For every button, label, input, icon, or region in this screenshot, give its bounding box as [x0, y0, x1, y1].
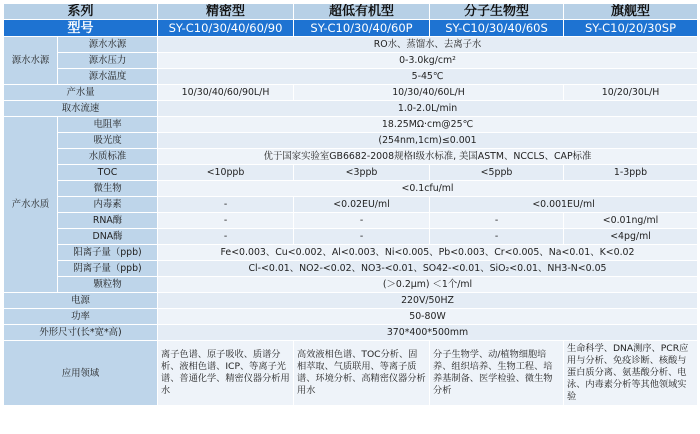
source-pressure-label: 源水压力 — [58, 53, 158, 69]
toc-ultra-low-organic: <3ppb — [294, 165, 430, 181]
microbe-row — [4, 181, 698, 197]
flow-label: 取水流速 — [4, 101, 158, 117]
dnase-flagship: <4pg/ml — [564, 229, 698, 245]
endotoxin-bio-flagship: <0.001EU/ml — [430, 197, 698, 213]
source-water-group-label: 源水水源 — [4, 37, 58, 85]
output-flagship: 10/20/30L/H — [564, 85, 698, 101]
dimensions-label: 外形尺寸(长*宽*高) — [4, 325, 158, 341]
model-precision: SY-C10/30/40/60/90 — [158, 20, 294, 37]
anion-row — [4, 261, 698, 277]
endotoxin-ultra-low-organic: <0.02EU/ml — [294, 197, 430, 213]
dnase-label: DNA酶 — [58, 229, 158, 245]
model-flagship: SY-C10/20/30SP — [564, 20, 698, 37]
output-precision: 10/30/40/60/90L/H — [158, 85, 294, 101]
microbe-value: <0.1cfu/ml — [158, 181, 698, 197]
source-temperature-row — [4, 69, 698, 85]
source-water-source-value: RO水、蒸馏水、去离子水 — [158, 37, 698, 53]
particle-value: (＞0.2μm) ＜1个/ml — [158, 277, 698, 293]
rnase-ultra-low-organic: - — [294, 213, 430, 229]
endotoxin-row — [4, 197, 698, 213]
application-label: 应用领域 — [4, 341, 158, 406]
absorbance-label: 吸光度 — [58, 133, 158, 149]
series-ultra-low-organic: 超低有机型 — [294, 4, 430, 20]
toc-row — [4, 165, 698, 181]
toc-label: TOC — [58, 165, 158, 181]
dnase-precision: - — [158, 229, 294, 245]
power-supply-row — [4, 293, 698, 309]
source-pressure-row — [4, 53, 698, 69]
resistivity-label: 电阻率 — [58, 117, 158, 133]
source-temperature-value: 5-45℃ — [158, 69, 698, 85]
quality-group-label: 产水水质 — [4, 117, 58, 293]
flow-row — [4, 101, 698, 117]
rnase-flagship: <0.01ng/ml — [564, 213, 698, 229]
spec-table-container — [3, 3, 697, 406]
series-flagship: 旗舰型 — [564, 4, 698, 20]
series-row — [4, 4, 698, 20]
resistivity-value: 18.25MΩ·cm@25℃ — [158, 117, 698, 133]
absorbance-row — [4, 133, 698, 149]
power-row — [4, 309, 698, 325]
output-row — [4, 85, 698, 101]
spec-table — [3, 3, 698, 406]
model-ultra-low-organic: SY-C10/30/40/60P — [294, 20, 430, 37]
particle-label: 颗粒物 — [58, 277, 158, 293]
power-supply-label: 电源 — [4, 293, 158, 309]
resistivity-row — [4, 117, 698, 133]
anion-value: Cl-<0.01、NO2-<0.02、NO3-<0.01、SO42-<0.01、SiO₂<0.01、NH3-N<0.05 — [158, 261, 698, 277]
model-label: 型号 — [4, 20, 158, 37]
toc-flagship: 1-3ppb — [564, 165, 698, 181]
cation-row — [4, 245, 698, 261]
output-mid: 10/30/40/60L/H — [294, 85, 564, 101]
source-water-row — [4, 37, 698, 53]
series-label-text: 系列 — [67, 4, 94, 19]
toc-molecular-biology: <5ppb — [430, 165, 564, 181]
rnase-label: RNA酶 — [58, 213, 158, 229]
power-label: 功率 — [4, 309, 158, 325]
power-value: 50-80W — [158, 309, 698, 325]
standard-row — [4, 149, 698, 165]
source-temperature-label: 源水温度 — [58, 69, 158, 85]
flow-value: 1.0-2.0L/min — [158, 101, 698, 117]
model-molecular-biology: SY-C10/30/40/60S — [430, 20, 564, 37]
source-water-source-label: 源水水源 — [58, 37, 158, 53]
rnase-molecular-biology: - — [430, 213, 564, 229]
series-molecular-biology: 分子生物型 — [430, 4, 564, 20]
application-ultra-low-organic: 高效液相色谱、TOC分析、固相萃取、气质联用、等离子质谱、环境分析、高精密仪器分析用水 — [294, 341, 430, 406]
series-precision: 精密型 — [158, 4, 294, 20]
endotoxin-label: 内毒素 — [58, 197, 158, 213]
dimensions-row — [4, 325, 698, 341]
rnase-row — [4, 213, 698, 229]
output-label: 产水量 — [4, 85, 158, 101]
microbe-label: 微生物 — [58, 181, 158, 197]
endotoxin-precision: - — [158, 197, 294, 213]
application-precision: 离子色谱、原子吸收、质谱分析、液相色谱、ICP、等离子光谱、普通化学、精密仪器分析用水 — [158, 341, 294, 406]
particle-row — [4, 277, 698, 293]
series-label — [4, 4, 158, 20]
power-supply-value: 220V/50HZ — [158, 293, 698, 309]
cation-value: Fe<0.003、Cu<0.002、Al<0.003、Ni<0.005、Pb<0.003、Cr<0.005、Na<0.01、K<0.02 — [158, 245, 698, 261]
application-flagship: 生命科学、DNA测序、PCR应用与分析、免疫诊断、核酸与蛋白质分离、氨基酸分析、电泳、内毒素分析等其他领域实验 — [564, 341, 698, 406]
rnase-precision: - — [158, 213, 294, 229]
source-pressure-value: 0-3.0kg/cm² — [158, 53, 698, 69]
dnase-ultra-low-organic: - — [294, 229, 430, 245]
standard-value: 优于国家实验室GB6682-2008规格Ⅰ级水标准, 美国ASTM、NCCLS、CAP标准 — [158, 149, 698, 165]
application-row — [4, 341, 698, 406]
application-molecular-biology: 分子生物学、动/植物细胞培养、组织培养、生物工程、培养基制备、医学检验、微生物分析 — [430, 341, 564, 406]
toc-precision: <10ppb — [158, 165, 294, 181]
dnase-molecular-biology: - — [430, 229, 564, 245]
dimensions-value: 370*400*500mm — [158, 325, 698, 341]
model-row — [4, 20, 698, 37]
dnase-row — [4, 229, 698, 245]
absorbance-value: (254nm,1cm)≤0.001 — [158, 133, 698, 149]
anion-label: 阴离子量（ppb) — [58, 261, 158, 277]
cation-label: 阳离子量（ppb) — [58, 245, 158, 261]
standard-label: 水质标准 — [58, 149, 158, 165]
